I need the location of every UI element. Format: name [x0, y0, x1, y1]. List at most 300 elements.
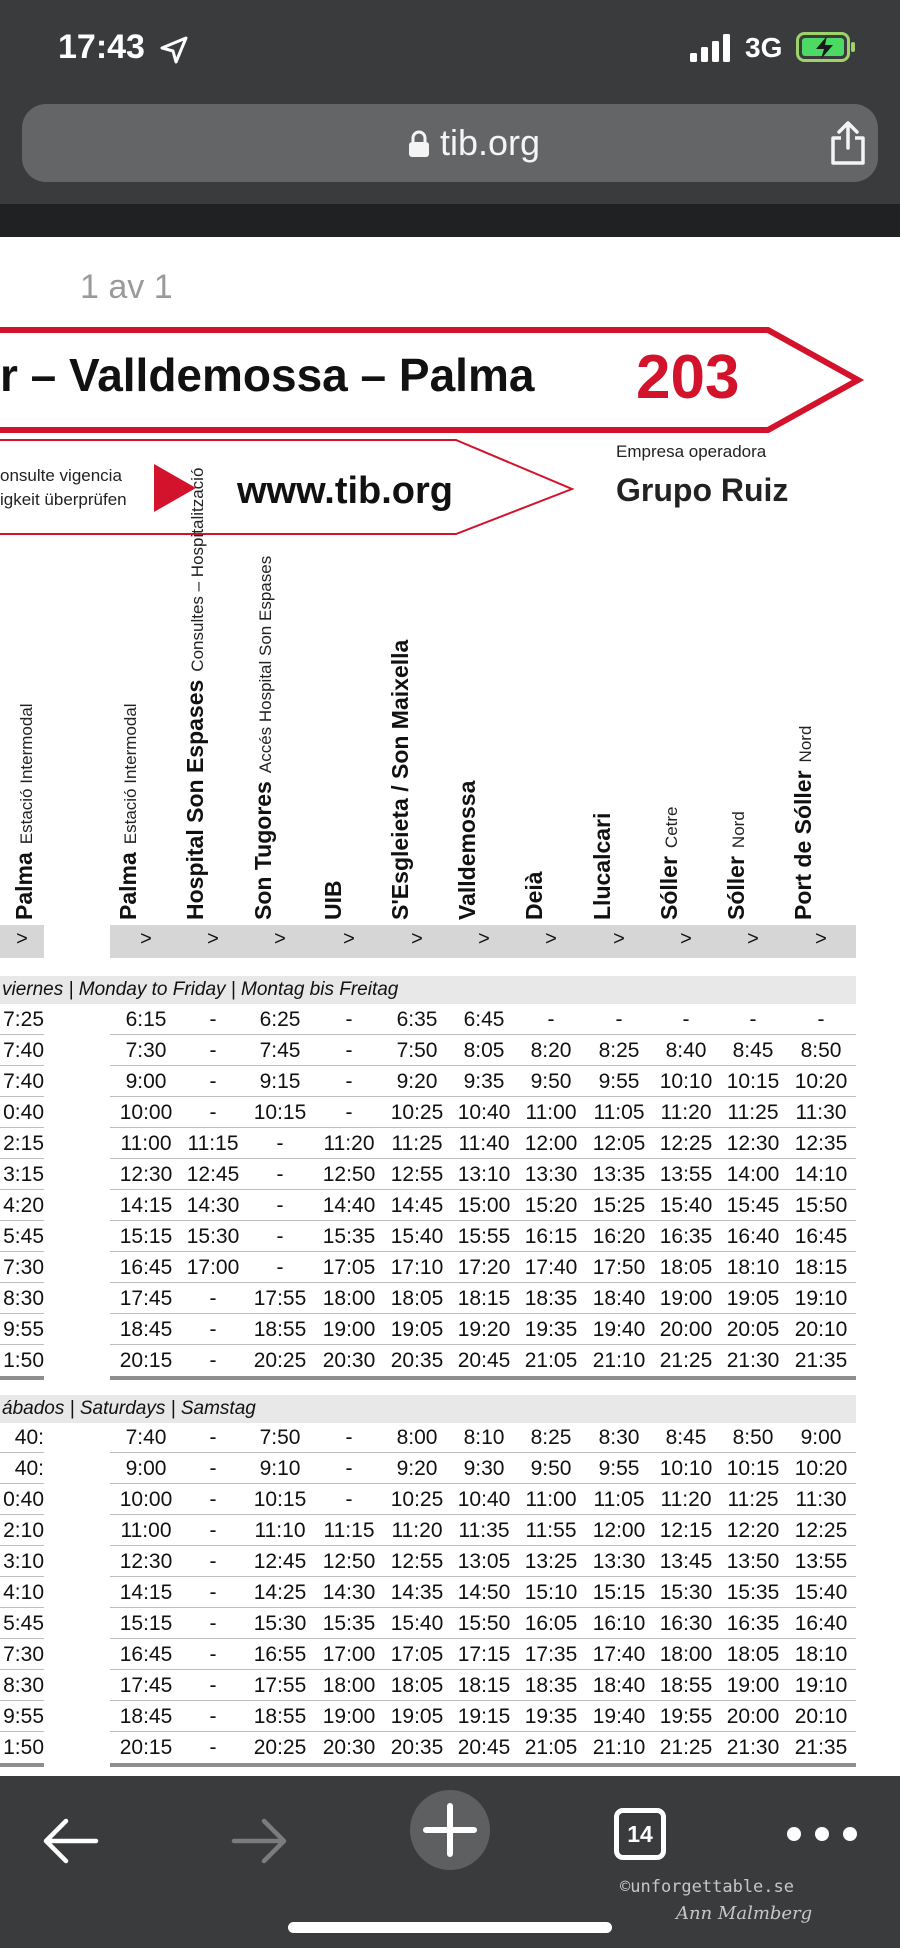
weekday-section-label: viernes | Monday to Friday | Montag bis Freitag: [0, 976, 856, 1004]
stop-header: [454, 773, 481, 920]
time-cell: 6:15: [125, 1008, 167, 1031]
time-cell: 13:45: [659, 1550, 713, 1573]
time-cell: 17:45: [119, 1674, 173, 1697]
time-cell: -: [276, 1132, 284, 1155]
time-cell: 12:05: [592, 1132, 646, 1155]
battery-charging-icon: [796, 32, 856, 62]
time-cell-left: 5:45: [3, 1612, 44, 1635]
time-cell: 20:25: [253, 1736, 307, 1759]
time-cell: 16:30: [659, 1612, 713, 1635]
time-cell: 19:00: [322, 1318, 376, 1341]
stop-subtitle: Nord: [796, 725, 815, 763]
time-cell: 12:00: [592, 1519, 646, 1542]
time-cell: 14:40: [322, 1194, 376, 1217]
time-cell: 9:50: [530, 1457, 572, 1480]
time-cell: 18:35: [524, 1287, 578, 1310]
time-cell: 17:05: [390, 1643, 444, 1666]
time-cell: 11:00: [525, 1101, 577, 1124]
time-cell: -: [209, 1287, 217, 1310]
time-cell: 19:00: [659, 1287, 713, 1310]
time-cell: 15:35: [726, 1581, 780, 1604]
direction-arrow: >: [680, 928, 692, 950]
time-cell: 11:30: [795, 1488, 847, 1511]
new-tab-button[interactable]: [410, 1790, 490, 1870]
time-cell: 8:45: [665, 1426, 707, 1449]
time-cell: 18:40: [592, 1674, 646, 1697]
stop-header: [320, 872, 347, 920]
time-cell: 8:05: [463, 1039, 505, 1062]
time-cell: 18:00: [322, 1287, 376, 1310]
status-bar: [0, 0, 900, 100]
validity-note-line1: onsulte vigencia: [0, 466, 122, 485]
time-cell: 9:20: [396, 1070, 438, 1093]
time-cell: -: [209, 1349, 217, 1372]
direction-arrow: >: [545, 928, 557, 950]
time-cell: -: [345, 1457, 353, 1480]
time-cell: 7:50: [396, 1039, 438, 1062]
timetable-row: [0, 1252, 900, 1283]
time-cell: 17:00: [186, 1256, 240, 1279]
stop-header: [182, 468, 209, 920]
time-cell: 15:50: [794, 1194, 848, 1217]
url-bar[interactable]: [22, 104, 878, 182]
time-cell: 7:40: [125, 1426, 167, 1449]
time-cell: -: [209, 1643, 217, 1666]
time-cell: 11:20: [323, 1132, 375, 1155]
time-cell-left: 7:30: [3, 1643, 44, 1666]
time-cell: 10:25: [390, 1101, 444, 1124]
time-cell: -: [547, 1008, 555, 1031]
time-cell: 9:55: [598, 1070, 640, 1093]
time-cell: 13:55: [659, 1163, 713, 1186]
time-cell: 12:20: [726, 1519, 780, 1542]
section-end-rule: [0, 1376, 44, 1380]
watermark-line2: Ann Malmberg: [676, 1903, 813, 1924]
time-cell: -: [209, 1457, 217, 1480]
time-cell: -: [276, 1163, 284, 1186]
time-cell: 12:55: [390, 1163, 444, 1186]
time-cell: -: [345, 1039, 353, 1062]
time-cell: 17:50: [592, 1256, 646, 1279]
time-cell: 19:05: [390, 1318, 444, 1341]
forward-arrow-icon[interactable]: [230, 1816, 290, 1866]
time-cell: 16:35: [726, 1612, 780, 1635]
time-cell: 15:40: [390, 1612, 444, 1635]
time-cell: 18:00: [659, 1643, 713, 1666]
timetable-row: [0, 1484, 900, 1515]
time-cell: 18:15: [794, 1256, 848, 1279]
stop-header: [723, 811, 750, 920]
timetable-row: [0, 1453, 900, 1484]
time-cell: -: [345, 1101, 353, 1124]
tabs-icon[interactable]: 14: [614, 1808, 666, 1860]
time-cell-left: 9:55: [3, 1705, 44, 1728]
stop-name: UIB: [320, 880, 346, 920]
time-cell: 15:15: [119, 1225, 173, 1248]
route-title: r – Valldemossa – Palma: [0, 349, 535, 401]
timetable-row: [0, 1701, 900, 1732]
time-cell: -: [209, 1488, 217, 1511]
time-cell: 21:35: [794, 1736, 848, 1759]
share-icon[interactable]: [828, 120, 868, 166]
section-end-rule: [110, 1376, 856, 1380]
time-cell: -: [615, 1008, 623, 1031]
time-cell: 18:35: [524, 1674, 578, 1697]
timetable-row: [0, 1608, 900, 1639]
time-cell-left: 3:10: [3, 1550, 44, 1573]
time-cell: 18:10: [794, 1643, 848, 1666]
time-cell: 18:55: [659, 1674, 713, 1697]
time-cell: 12:50: [322, 1163, 376, 1186]
time-cell: -: [276, 1194, 284, 1217]
stop-header: [790, 726, 817, 920]
time-cell: 8:00: [396, 1426, 438, 1449]
time-cell: 11:20: [660, 1101, 712, 1124]
time-cell: 16:45: [794, 1225, 848, 1248]
operator-name: Grupo Ruiz: [616, 472, 789, 508]
timetable-row: [0, 1221, 900, 1252]
time-cell-left: 4:10: [3, 1581, 44, 1604]
time-cell: 17:55: [253, 1674, 307, 1697]
stop-header: [656, 807, 683, 921]
time-cell: 8:45: [732, 1039, 774, 1062]
timetable-row: [0, 1190, 900, 1221]
time-cell: 21:35: [794, 1349, 848, 1372]
time-cell: 12:25: [794, 1519, 848, 1542]
time-cell: 11:25: [727, 1101, 779, 1124]
time-cell: -: [209, 1581, 217, 1604]
time-cell-left: 2:10: [3, 1519, 44, 1542]
time-cell: 15:10: [524, 1581, 578, 1604]
time-cell: 18:55: [253, 1705, 307, 1728]
time-cell: -: [345, 1070, 353, 1093]
time-cell: 19:05: [390, 1705, 444, 1728]
time-cell: 16:40: [726, 1225, 780, 1248]
time-cell: 18:00: [322, 1674, 376, 1697]
direction-arrow: >: [411, 928, 423, 950]
time-cell: 13:30: [524, 1163, 578, 1186]
stop-header-left: [11, 703, 38, 920]
time-cell: 12:25: [659, 1132, 713, 1155]
time-cell: 20:45: [457, 1349, 511, 1372]
stop-header: [521, 863, 548, 920]
time-cell-left: :40: [14, 1457, 44, 1480]
saturday-section-label: ábados | Saturdays | Samstag: [0, 1395, 856, 1423]
time-cell: 9:00: [125, 1070, 167, 1093]
time-cell: 10:00: [119, 1488, 173, 1511]
time-cell: 9:55: [598, 1457, 640, 1480]
time-cell: -: [209, 1550, 217, 1573]
time-cell: 16:40: [794, 1612, 848, 1635]
url-text[interactable]: tib.org: [440, 122, 541, 163]
time-cell: 20:05: [726, 1318, 780, 1341]
time-cell: 8:10: [463, 1426, 505, 1449]
back-arrow-icon[interactable]: [40, 1816, 100, 1866]
timetable-row: [0, 1515, 900, 1546]
time-cell: 17:00: [322, 1643, 376, 1666]
stop-subtitle: Accés Hospital Son Espases: [256, 555, 275, 774]
time-cell: 8:50: [732, 1426, 774, 1449]
time-cell: 18:45: [119, 1318, 173, 1341]
time-cell: 16:15: [524, 1225, 578, 1248]
time-cell: 11:25: [391, 1132, 443, 1155]
time-cell: 11:00: [120, 1132, 172, 1155]
time-cell: 14:15: [119, 1194, 173, 1217]
time-cell: 16:05: [524, 1612, 578, 1635]
time-cell: 16:35: [659, 1225, 713, 1248]
stop-name: Valldemossa: [454, 780, 480, 920]
time-cell: -: [817, 1008, 825, 1031]
time-cell-left: 3:15: [3, 1163, 44, 1186]
time-cell: 11:05: [593, 1488, 645, 1511]
time-cell: 15:45: [726, 1194, 780, 1217]
time-cell: -: [209, 1736, 217, 1759]
time-cell: 9:35: [463, 1070, 505, 1093]
time-cell: 11:10: [254, 1519, 306, 1542]
time-cell: 18:05: [726, 1643, 780, 1666]
time-cell: 21:10: [592, 1736, 646, 1759]
timetable-row: [0, 1345, 900, 1376]
time-cell: 9:20: [396, 1457, 438, 1480]
time-cell: 9:10: [259, 1457, 301, 1480]
time-cell: 11:35: [458, 1519, 510, 1542]
time-cell: 19:35: [524, 1318, 578, 1341]
stop-name: Hospital Son Espases: [182, 679, 208, 920]
time-cell: 11:25: [727, 1488, 779, 1511]
section-end-rule: [110, 1763, 856, 1767]
time-cell: 17:05: [322, 1256, 376, 1279]
time-cell: 12:55: [390, 1550, 444, 1573]
time-cell: -: [749, 1008, 757, 1031]
time-cell: 9:00: [800, 1426, 842, 1449]
time-cell: 8:30: [598, 1426, 640, 1449]
time-cell: 18:05: [390, 1287, 444, 1310]
time-cell: 18:10: [726, 1256, 780, 1279]
time-cell: -: [209, 1674, 217, 1697]
stop-name: Deià: [521, 871, 547, 920]
time-cell: 20:30: [322, 1349, 376, 1372]
time-cell-left: 1:50: [3, 1349, 44, 1372]
time-cell-left: 1:50: [3, 1736, 44, 1759]
stop-name: Palma: [115, 852, 141, 920]
direction-arrow: >: [207, 928, 219, 950]
time-cell-left: 4:20: [3, 1194, 44, 1217]
time-cell: 14:50: [457, 1581, 511, 1604]
time-cell: 10:40: [457, 1488, 511, 1511]
time-cell: 6:25: [259, 1008, 301, 1031]
time-cell: 11:15: [187, 1132, 239, 1155]
time-cell: 17:20: [457, 1256, 511, 1279]
time-cell: 13:50: [726, 1550, 780, 1573]
time-cell: 11:00: [525, 1488, 577, 1511]
direction-arrow: >: [274, 928, 286, 950]
time-cell: 13:05: [457, 1550, 511, 1573]
time-cell: 15:20: [524, 1194, 578, 1217]
time-cell: 17:40: [524, 1256, 578, 1279]
time-cell: 14:30: [186, 1194, 240, 1217]
time-cell: -: [209, 1101, 217, 1124]
time-cell: 14:30: [322, 1581, 376, 1604]
time-cell: 20:25: [253, 1349, 307, 1372]
timetable-row: [0, 1314, 900, 1345]
time-cell: 8:40: [665, 1039, 707, 1062]
timetable-row: [0, 1422, 900, 1453]
time-cell: 12:30: [119, 1550, 173, 1573]
time-cell-left: 7:30: [3, 1256, 44, 1279]
time-cell: 15:55: [457, 1225, 511, 1248]
direction-arrow: >: [478, 928, 490, 950]
time-cell: 18:15: [457, 1674, 511, 1697]
time-cell-left: :40: [14, 1426, 44, 1449]
direction-arrow: >: [140, 928, 152, 950]
website-link[interactable]: www.tib.org: [237, 470, 454, 512]
time-cell: 20:30: [322, 1736, 376, 1759]
validity-note-line2: igkeit überprüfen: [0, 490, 127, 509]
time-cell: -: [209, 1008, 217, 1031]
time-cell: 15:35: [322, 1612, 376, 1635]
time-cell: 15:40: [390, 1225, 444, 1248]
browser-divider: [0, 204, 900, 237]
time-cell: 10:00: [119, 1101, 173, 1124]
time-cell: 17:10: [390, 1256, 444, 1279]
time-cell: 9:50: [530, 1070, 572, 1093]
timetable-row: [0, 1097, 900, 1128]
home-indicator[interactable]: [288, 1922, 612, 1933]
time-cell: 20:00: [726, 1705, 780, 1728]
time-cell: 11:00: [120, 1519, 172, 1542]
time-cell: 12:30: [119, 1163, 173, 1186]
time-cell: 8:25: [598, 1039, 640, 1062]
time-cell-left: 0:40: [3, 1488, 44, 1511]
stop-subtitle: Nord: [729, 811, 748, 849]
time-cell: -: [209, 1070, 217, 1093]
time-cell: 19:20: [457, 1318, 511, 1341]
time-cell: 10:15: [726, 1070, 780, 1093]
time-cell: 11:05: [593, 1101, 645, 1124]
time-cell: 19:10: [794, 1287, 848, 1310]
time-cell: 21:10: [592, 1349, 646, 1372]
time-cell: 19:15: [457, 1705, 511, 1728]
time-cell: 12:45: [253, 1550, 307, 1573]
time-cell: 16:10: [592, 1612, 646, 1635]
section-end-rule: [0, 1763, 44, 1767]
timetable-row: [0, 1004, 900, 1035]
time-cell: 20:15: [119, 1349, 173, 1372]
time-cell: 18:40: [592, 1287, 646, 1310]
time-cell: 14:15: [119, 1581, 173, 1604]
time-cell-left: 2:15: [3, 1132, 44, 1155]
time-cell: 10:15: [253, 1101, 307, 1124]
time-cell: -: [276, 1256, 284, 1279]
time-cell: 11:30: [795, 1101, 847, 1124]
route-number: 203: [636, 343, 740, 412]
time-cell: 14:45: [390, 1194, 444, 1217]
time-cell: 13:30: [592, 1550, 646, 1573]
time-cell: 9:00: [125, 1457, 167, 1480]
time-cell: -: [345, 1488, 353, 1511]
timetable-row: [0, 1639, 900, 1670]
time-cell: 10:10: [659, 1457, 713, 1480]
time-cell: 20:10: [794, 1705, 848, 1728]
time-cell-left: 9:55: [3, 1318, 44, 1341]
time-cell: 11:15: [323, 1519, 375, 1542]
time-cell: 6:35: [396, 1008, 438, 1031]
time-cell: 19:00: [726, 1674, 780, 1697]
watermark-line1: ©unforgettable.se: [620, 1877, 794, 1897]
time-cell: 15:50: [457, 1612, 511, 1635]
time-cell: 7:45: [259, 1039, 301, 1062]
time-cell: 15:30: [186, 1225, 240, 1248]
stop-name: Palma: [11, 852, 37, 920]
time-cell: 11:20: [660, 1488, 712, 1511]
network-type: 3G: [745, 32, 783, 63]
location-arrow-icon: [158, 34, 190, 66]
stop-header: [115, 703, 142, 920]
stop-header: [589, 805, 616, 920]
time-cell: 6:45: [463, 1008, 505, 1031]
time-cell: 16:55: [253, 1643, 307, 1666]
time-cell: 12:00: [524, 1132, 578, 1155]
time-cell: 17:45: [119, 1287, 173, 1310]
timetable-row: [0, 1035, 900, 1066]
time-cell: -: [209, 1318, 217, 1341]
time-cell: 10:10: [659, 1070, 713, 1093]
stop-subtitle: Consultes – Hospitalització: [188, 467, 207, 672]
direction-arrow: >: [16, 928, 28, 950]
time-cell: 17:15: [457, 1643, 511, 1666]
time-cell: 16:45: [119, 1643, 173, 1666]
timetable-row: [0, 1732, 900, 1763]
browser-address-area: [0, 100, 900, 204]
time-cell: 14:10: [794, 1163, 848, 1186]
time-cell-left: 7:25: [3, 1008, 44, 1031]
time-cell: 10:15: [253, 1488, 307, 1511]
stop-name: Sóller: [723, 856, 749, 920]
time-cell: 19:00: [322, 1705, 376, 1728]
more-icon[interactable]: [786, 1826, 858, 1842]
time-cell-left: 5:45: [3, 1225, 44, 1248]
time-cell: 15:35: [322, 1225, 376, 1248]
direction-arrow: >: [815, 928, 827, 950]
status-time: 17:43: [58, 28, 145, 66]
time-cell: 16:45: [119, 1256, 173, 1279]
timetable-row: [0, 1066, 900, 1097]
time-cell: 13:55: [794, 1550, 848, 1573]
time-cell: 20:10: [794, 1318, 848, 1341]
time-cell: 17:40: [592, 1643, 646, 1666]
time-cell: 13:10: [457, 1163, 511, 1186]
time-cell: 21:30: [726, 1736, 780, 1759]
stop-name: Son Tugores: [250, 781, 276, 920]
time-cell: 14:35: [390, 1581, 444, 1604]
time-cell: 14:25: [253, 1581, 307, 1604]
time-cell: 15:40: [794, 1581, 848, 1604]
time-cell: -: [209, 1426, 217, 1449]
time-cell: 14:00: [726, 1163, 780, 1186]
time-cell-left: 8:30: [3, 1287, 44, 1310]
time-cell: 8:50: [800, 1039, 842, 1062]
time-cell: 13:35: [592, 1163, 646, 1186]
time-cell: 20:45: [457, 1736, 511, 1759]
timetable-row: [0, 1670, 900, 1701]
time-cell: 18:05: [390, 1674, 444, 1697]
direction-arrow: >: [747, 928, 759, 950]
time-cell: 17:35: [524, 1643, 578, 1666]
time-cell: 10:40: [457, 1101, 511, 1124]
timetable-row: [0, 1159, 900, 1190]
time-cell: -: [209, 1705, 217, 1728]
time-cell: 16:20: [592, 1225, 646, 1248]
